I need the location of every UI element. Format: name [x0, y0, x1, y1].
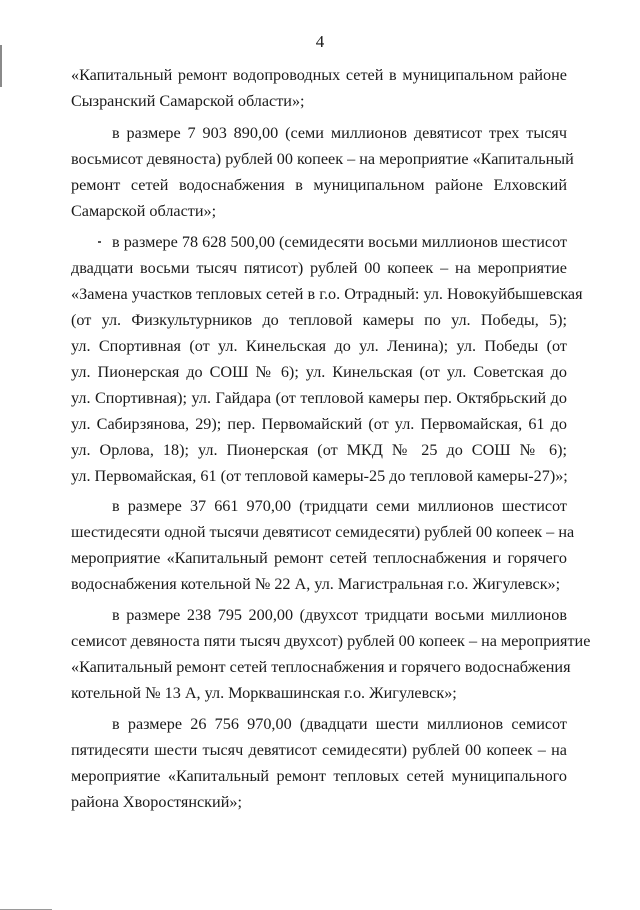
- text-line: «Капитальный ремонт сетей теплоснабжения и горячего водоснабжения: [71, 658, 571, 676]
- text-line: в размере 78 628 500,00 (семидесяти восьми миллионов шестисот: [112, 233, 568, 251]
- text-line: Сызранский Самарской области»;: [71, 92, 305, 110]
- text-line: ул. Сабирзянова, 29); пер. Первомайский (от ул. Первомайская, 61 до: [71, 415, 567, 433]
- text-line: в размере 26 756 970,00 (двадцати шести миллионов семисот: [112, 715, 567, 733]
- text-line: ул. Спортивная (от ул. Кинельская до ул. Ленина); ул. Победы (от: [71, 337, 567, 355]
- text-line: «Замена участков тепловых сетей в г.о. Отрадный: ул. Новокуйбышевская: [71, 285, 583, 303]
- text-line: в размере 7 903 890,00 (семи миллионов девятисот трех тысяч: [112, 124, 567, 142]
- text-line: восьмисот девяноста) рублей 00 копеек – на мероприятие «Капитальный: [71, 150, 574, 168]
- text-line: ул. Спортивная); ул. Гайдара (от тепловой камеры пер. Октябрьский до: [71, 389, 567, 407]
- text-line: ул. Пионерская до СОШ № 6); ул. Кинельская (от ул. Советская до: [71, 363, 567, 381]
- text-line: семисот девяноста пяти тысяч двухсот) рублей 00 копеек – на мероприятие: [71, 632, 591, 650]
- text-line: мероприятие «Капитальный ремонт сетей теплоснабжения и горячего: [71, 549, 567, 567]
- text-line: котельной № 13 А, ул. Морквашинская г.о. Жигулевск»;: [71, 684, 457, 702]
- text-line: водоснабжения котельной № 22 А, ул. Магистральная г.о. Жигулевск»;: [71, 575, 561, 593]
- text-line: двадцати восьми тысяч пятисот) рублей 00 копеек – на мероприятие: [71, 259, 567, 277]
- page-number: 4: [315, 32, 325, 51]
- scan-speck: [98, 241, 101, 243]
- text-line: «Капитальный ремонт водопроводных сетей в муниципальном районе: [71, 66, 567, 84]
- text-line: ул. Первомайская, 61 (от тепловой камеры-25 до тепловой камеры-27)»;: [71, 467, 568, 485]
- text-line: (от ул. Физкультурников до тепловой камеры по ул. Победы, 5);: [71, 311, 567, 329]
- text-line: района Хворостянский»;: [71, 793, 242, 811]
- text-line: ремонт сетей водоснабжения в муниципальном районе Елховский: [71, 176, 567, 194]
- text-line: в размере 37 661 970,00 (тридцати семи миллионов шестисот: [112, 497, 567, 515]
- text-line: ул. Орлова, 18); ул. Пионерская (от МКД № 25 до СОШ № 6);: [71, 441, 567, 459]
- text-line: мероприятие «Капитальный ремонт тепловых сетей муниципального: [71, 767, 567, 785]
- text-line: в размере 238 795 200,00 (двухсот тридцати восьми миллионов: [112, 606, 567, 624]
- text-line: Самарской области»;: [71, 202, 217, 220]
- text-line: пятидесяти шести тысяч девятисот семидесяти) рублей 00 копеек – на: [71, 741, 567, 759]
- text-line: шестидесяти одной тысячи девятисот семидесяти) рублей 00 копеек – на: [71, 523, 575, 541]
